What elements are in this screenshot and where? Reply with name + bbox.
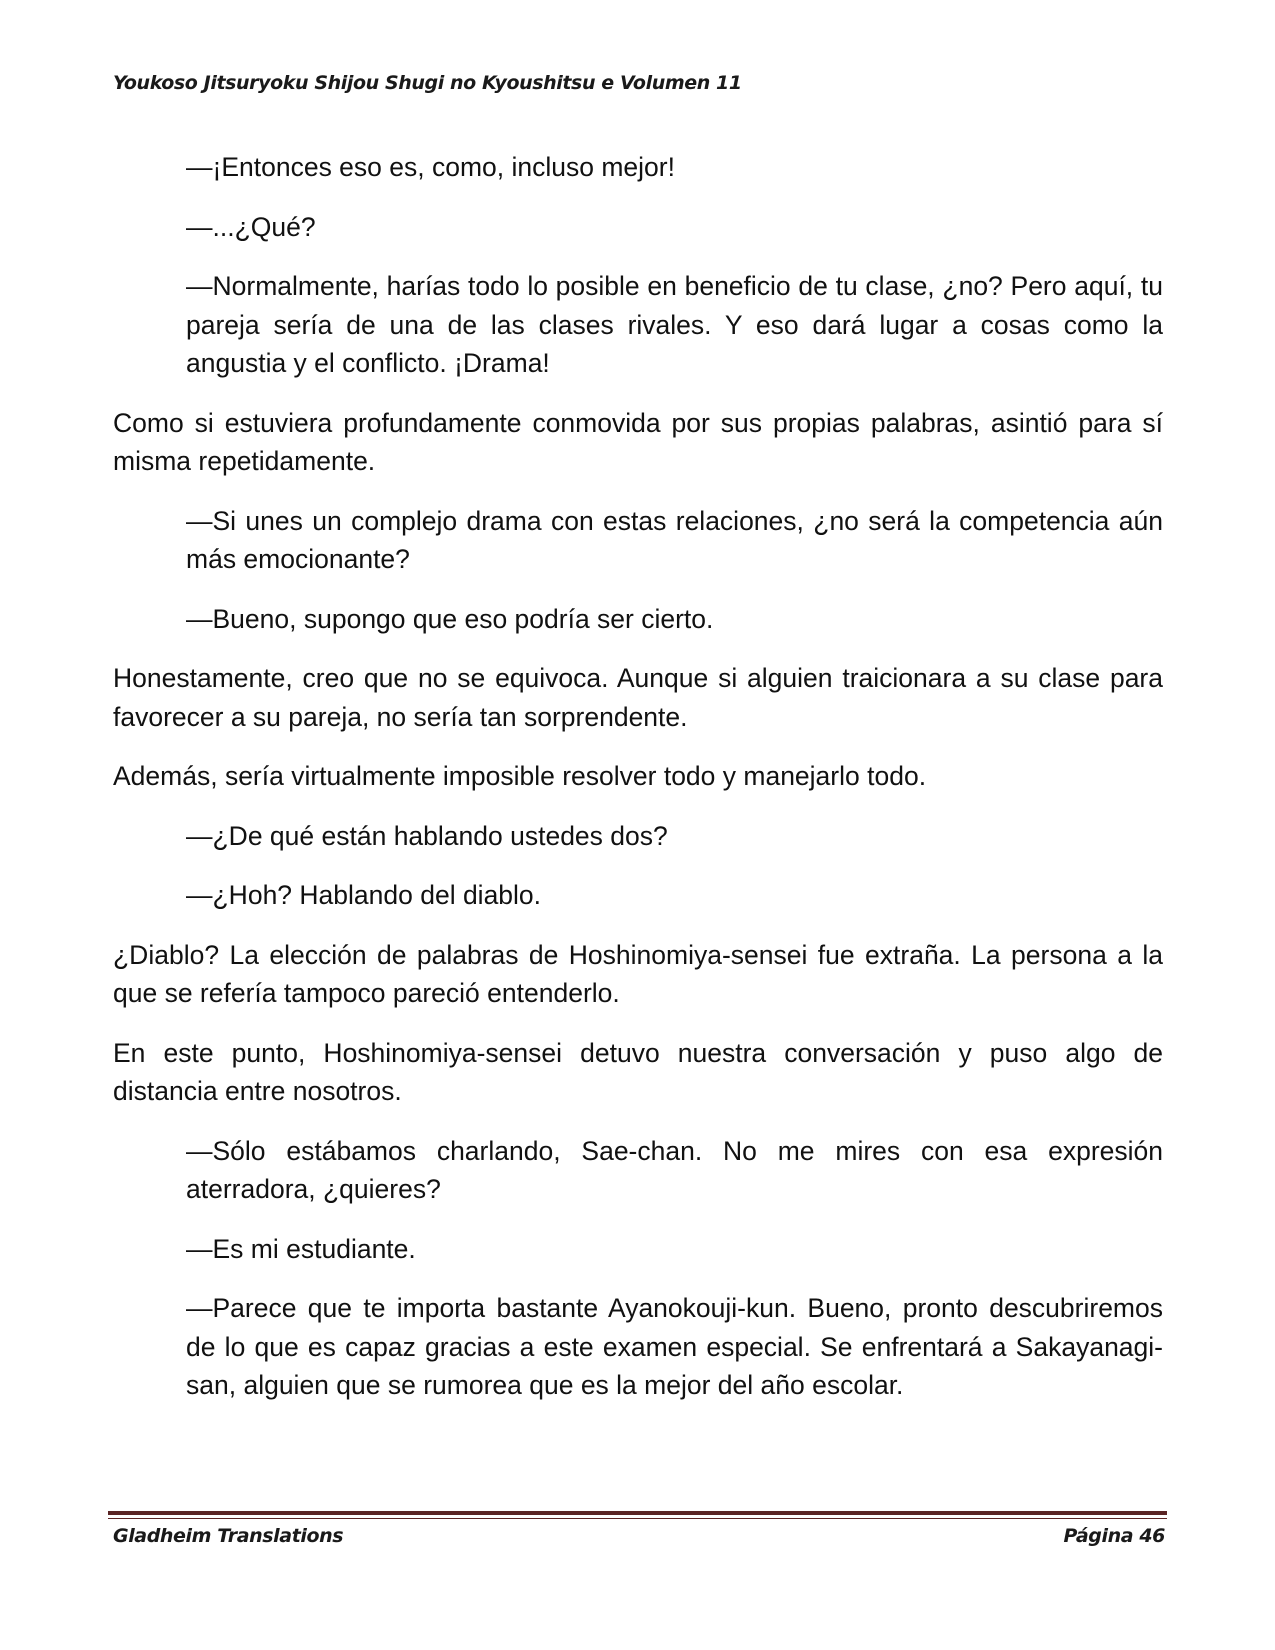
paragraph: Además, sería virtualmente imposible resolver todo y manejarlo todo. <box>113 761 927 791</box>
paragraph: ¿Diablo? La elección de palabras de Hoshinomiya-sensei fue extraña. La persona a la que se refería tampoco pareció entenderlo. <box>113 939 1163 1008</box>
paragraph: —Bueno, supongo que eso podría ser cierto. <box>186 603 714 634</box>
paragraph: —Parece que te importa bastante Ayanokouji-kun. Bueno, pronto descubriremos de lo que es capaz gracias a este examen especial. Se enfrentará a Sakayanagi-san, alguien que se rumorea que es la mejor del año escolar. <box>186 1293 1163 1400</box>
paragraph: —...¿Qué? <box>186 211 316 242</box>
paragraph: En este punto, Hoshinomiya-sensei detuvo nuestra conversación y puso algo de distancia entre nosotros. <box>113 1037 1163 1106</box>
page-body <box>113 148 1163 1426</box>
page-header-title: Youkoso Jitsuryoku Shijou Shugi no Kyoushitsu e Volumen 11 <box>113 72 742 94</box>
footer-translator-credit: Gladheim Translations <box>113 1525 344 1547</box>
footer-page-number: Página 46 <box>1063 1525 1165 1547</box>
paragraph: —¿Hoh? Hablando del diablo. <box>186 880 542 910</box>
paragraph: —¡Entonces eso es, como, incluso mejor! <box>186 152 675 182</box>
paragraph: —Normalmente, harías todo lo posible en beneficio de tu clase, ¿no? Pero aquí, tu pareja sería de una de las clases rivales. Y eso dará lugar a cosas como la angustia y el conflicto. ¡Drama! <box>186 271 1163 378</box>
paragraph: —¿De qué están hablando ustedes dos? <box>186 820 668 851</box>
paragraph: —Es mi estudiante. <box>186 1233 416 1264</box>
footer-divider-thick <box>108 1511 1167 1515</box>
paragraph: Honestamente, creo que no se equivoca. Aunque si alguien traicionara a su clase para favorecer a su pareja, no sería tan sorprendente. <box>113 663 1163 732</box>
paragraph: —Sólo estábamos charlando, Sae-chan. No me mires con esa expresión aterradora, ¿quieres? <box>186 1135 1163 1204</box>
paragraph: —Si unes un complejo drama con estas relaciones, ¿no será la competencia aún más emocionante? <box>186 505 1163 574</box>
footer-divider-thin <box>108 1518 1167 1519</box>
paragraph: Como si estuviera profundamente conmovida por sus propias palabras, asintió para sí misma repetidamente. <box>113 407 1163 476</box>
